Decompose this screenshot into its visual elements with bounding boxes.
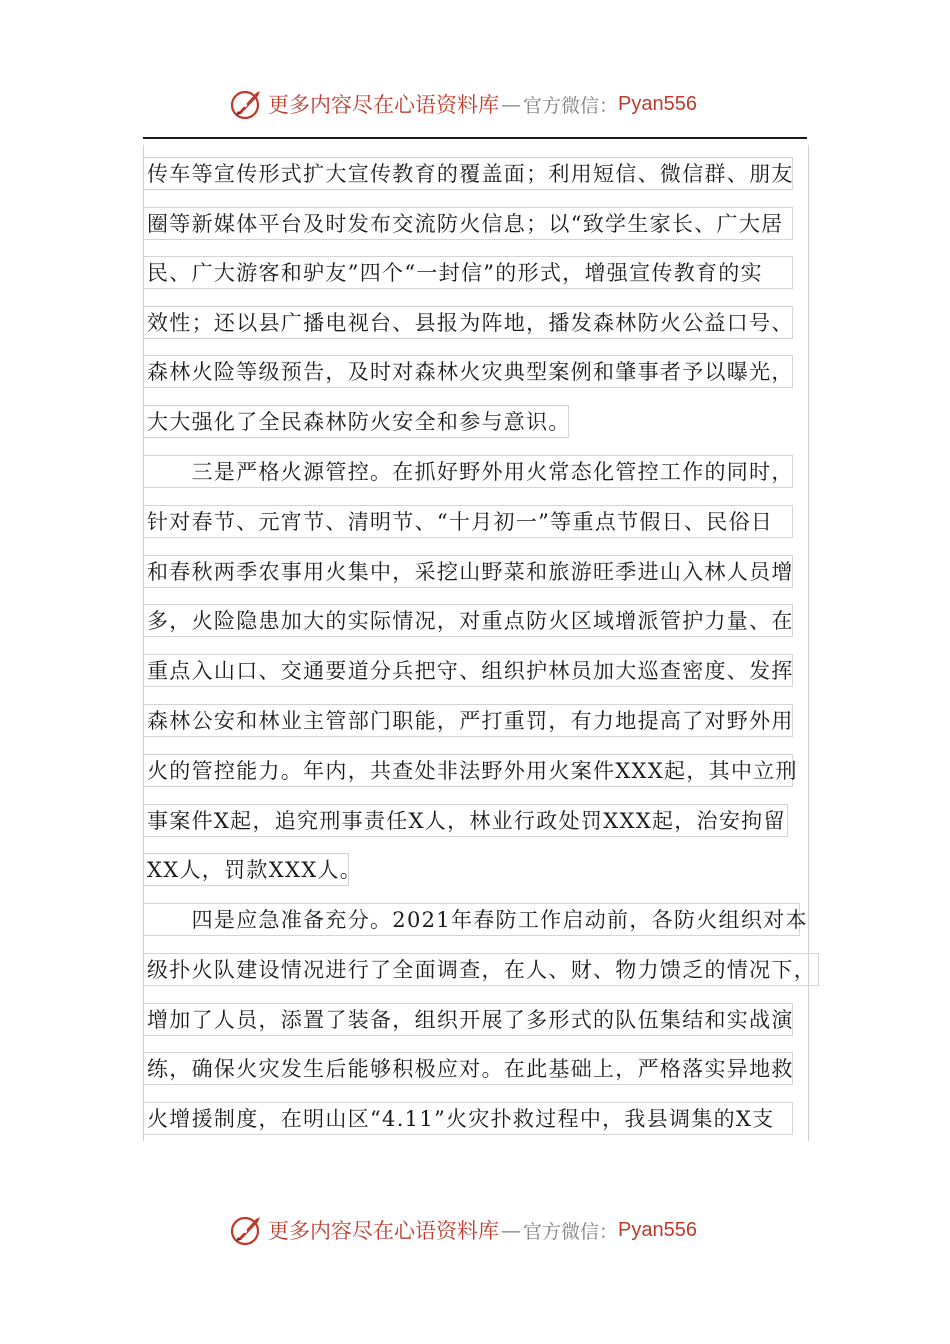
- text-line-10: 多，火险隐患加大的实际情况，对重点防火区域增派管护力量、在: [143, 604, 793, 637]
- banner-dash: —: [501, 1218, 521, 1242]
- official-wechat-label: 官方微信: [523, 94, 600, 117]
- text-line-8: 针对春节、元宵节、清明节、“十月初一”等重点节假日、民俗日: [143, 505, 793, 538]
- wechat-id-text: Pyan556: [618, 1218, 697, 1241]
- header-rule: [143, 137, 807, 139]
- official-wechat-label: 官方微信: [523, 1220, 600, 1243]
- text-line-17: 级扑火队建设情况进行了全面调查，在人、财、物力馈乏的情况下，: [143, 953, 819, 986]
- text-line-4: 效性；还以县广播电视台、县报为阵地，播发森林防火公益口号、: [143, 306, 793, 339]
- site-name-text: 更多内容尽在心语资料库: [268, 1219, 499, 1243]
- banner-dash: —: [501, 92, 521, 116]
- header-banner: [0, 84, 950, 124]
- text-line-9: 和春秋两季农事用火集中，采挖山野菜和旅游旺季进山入林人员增: [143, 555, 793, 588]
- text-line-2: 圈等新媒体平台及时发布交流防火信息；以“致学生家长、广大居: [143, 207, 793, 240]
- footer-banner: [0, 1210, 950, 1250]
- header-banner-content: [230, 84, 697, 124]
- quill-pen-logo-icon: [230, 1213, 264, 1247]
- wechat-id-text: Pyan556: [618, 92, 697, 115]
- text-line-19: 练，确保火灾发生后能够积极应对。在此基础上，严格落实异地救: [143, 1052, 793, 1085]
- site-name-text: 更多内容尽在心语资料库: [268, 93, 499, 117]
- text-line-18: 增加了人员，添置了装备，组织开展了多形式的队伍集结和实战演: [143, 1003, 793, 1036]
- text-line-7: 三是严格火源管控。在抓好野外用火常态化管控工作的同时，: [143, 455, 793, 488]
- text-line-13: 火的管控能力。年内，共查处非法野外用火案件XXX起，其中立刑: [143, 754, 793, 787]
- text-line-6: 大大强化了全民森林防火安全和参与意识。: [143, 405, 569, 438]
- text-line-16: 四是应急准备充分。2021年春防工作启动前，各防火组织对本: [143, 903, 800, 936]
- page-frame: [143, 145, 809, 1141]
- text-line-12: 森林公安和林业主管部门职能，严打重罚，有力地提高了对野外用: [143, 704, 793, 737]
- banner-colon: ：: [599, 1220, 619, 1243]
- banner-colon: ：: [599, 94, 619, 117]
- text-line-3: 民、广大游客和驴友”四个“一封信”的形式，增强宣传教育的实: [143, 256, 793, 289]
- text-line-11: 重点入山口、交通要道分兵把守、组织护林员加大巡查密度、发挥: [143, 654, 793, 687]
- text-line-14: 事案件X起，追究刑事责任X人，林业行政处罚XXX起，治安拘留: [143, 804, 788, 837]
- text-line-20: 火增援制度，在明山区“4.11”火灾扑救过程中，我县调集的X支: [143, 1102, 793, 1135]
- text-line-5: 森林火险等级预告，及时对森林火灾典型案例和肇事者予以曝光，: [143, 355, 793, 388]
- text-line-15: XX人，罚款XXX人。: [143, 853, 349, 886]
- quill-pen-logo-icon: [230, 87, 264, 121]
- footer-banner-content: [230, 1210, 697, 1250]
- text-line-1: 传车等宣传形式扩大宣传教育的覆盖面；利用短信、微信群、朋友: [143, 157, 793, 190]
